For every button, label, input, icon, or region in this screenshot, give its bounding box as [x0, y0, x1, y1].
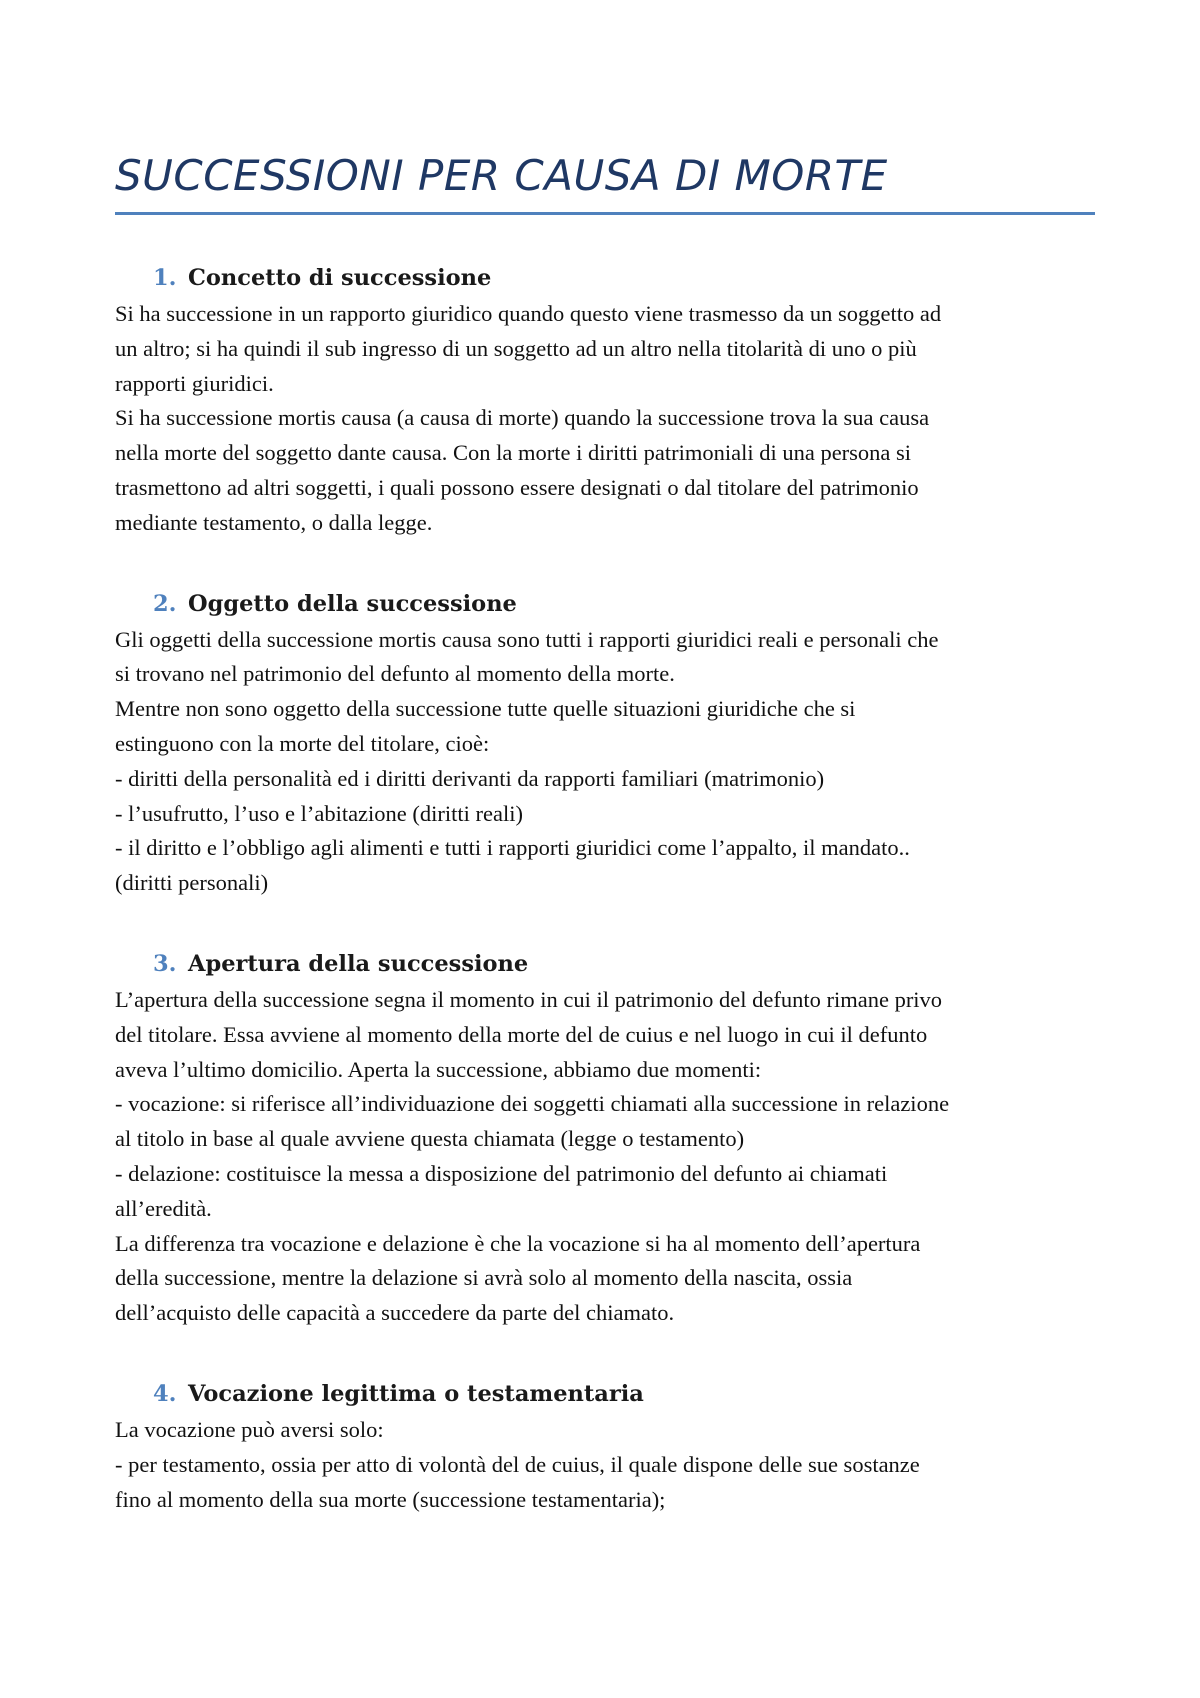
paragraph-line: Gli oggetti della successione mortis causa sono tutti i rapporti giuridici reali e personali che — [115, 626, 939, 652]
section-concetto — [115, 263, 1095, 541]
section-number: 4. — [153, 1380, 177, 1407]
paragraph-line: L’apertura della successione segna il momento in cui il patrimonio del defunto rimane privo — [115, 986, 943, 1012]
paragraph-line: La differenza tra vocazione e delazione è che la vocazione si ha al momento dell’apertura — [115, 1230, 921, 1256]
section-title: Oggetto della successione — [188, 590, 517, 617]
paragraph-line: al titolo in base al quale avviene questa chiamata (legge o testamento) — [115, 1126, 745, 1152]
section-heading — [153, 589, 1095, 619]
section-title: Vocazione legittima o testamentaria — [188, 1380, 644, 1407]
section-heading — [153, 263, 1095, 293]
paragraph-line: si trovano nel patrimonio del defunto al momento della morte. — [115, 661, 675, 687]
paragraph-line: della successione, mentre la delazione si avrà solo al momento della nascita, ossia — [115, 1265, 853, 1291]
paragraph-line: - vocazione: si riferisce all’individuazione dei soggetti chiamati alla successione in relazione — [115, 1091, 950, 1117]
section-number: 1. — [153, 265, 177, 291]
paragraph-line: - per testamento, ossia per atto di volontà del de cuius, il quale dispone delle sue sostanze — [115, 1451, 920, 1477]
section-title: Concetto di successione — [188, 265, 492, 291]
paragraph-line: (diritti personali) — [115, 870, 269, 896]
paragraph-line: - diritti della personalità ed i diritti derivanti da rapporti familiari (matrimonio) — [115, 765, 825, 791]
paragraph-line: fino al momento della sua morte (successione testamentaria); — [115, 1486, 666, 1512]
section-apertura — [115, 949, 1095, 1331]
paragraph-line: dell’acquisto delle capacità a succedere da parte del chiamato. — [115, 1300, 675, 1326]
paragraph-line: all’eredità. — [115, 1195, 212, 1221]
title-underline — [115, 212, 1095, 215]
paragraph-line: del titolare. Essa avviene al momento della morte del de cuius e nel luogo in cui il defunto — [115, 1021, 928, 1047]
paragraph-line: Mentre non sono oggetto della successione tutte quelle situazioni giuridiche che si — [115, 696, 856, 722]
section-title: Apertura della successione — [188, 950, 529, 977]
section-oggetto — [115, 589, 1095, 901]
paragraph-line: aveva l’ultimo domicilio. Aperta la successione, abbiamo due momenti: — [115, 1056, 762, 1082]
section-vocazione — [115, 1379, 1095, 1517]
paragraph-line: nella morte del soggetto dante causa. Con la morte i diritti patrimoniali di una persona si — [115, 440, 912, 466]
paragraph-line: - delazione: costituisce la messa a disposizione del patrimonio del defunto ai chiamati — [115, 1160, 888, 1186]
paragraph-line: Si ha successione mortis causa (a causa di morte) quando la successione trova la sua causa — [115, 405, 930, 431]
paragraph-line: Si ha successione in un rapporto giuridico quando questo viene trasmesso da un soggetto ad — [115, 301, 942, 326]
document-title: SUCCESSIONI PER CAUSA DI MORTE — [115, 151, 888, 200]
paragraph-line: estinguono con la morte del titolare, cioè: — [115, 730, 490, 756]
section-heading — [153, 949, 1095, 979]
document-content — [115, 150, 1095, 1565]
paragraph-line: rapporti giuridici. — [115, 370, 274, 396]
paragraph-line: un altro; si ha quindi il sub ingresso di un soggetto ad un altro nella titolarità di uno o più — [115, 335, 917, 361]
section-number: 2. — [153, 590, 177, 617]
paragraph-line: mediante testamento, o dalla legge. — [115, 509, 433, 535]
paragraph-line: La vocazione può aversi solo: — [115, 1416, 384, 1442]
section-number: 3. — [153, 950, 177, 977]
paragraph-line: trasmettono ad altri soggetti, i quali possono essere designati o dal titolare del patrimonio — [115, 474, 919, 500]
paragraph-line: - l’usufrutto, l’uso e l’abitazione (diritti reali) — [115, 800, 523, 826]
paragraph-line: - il diritto e l’obbligo agli alimenti e tutti i rapporti giuridici come l’appalto, il mandato.. — [115, 835, 910, 861]
section-heading — [153, 1379, 1095, 1409]
